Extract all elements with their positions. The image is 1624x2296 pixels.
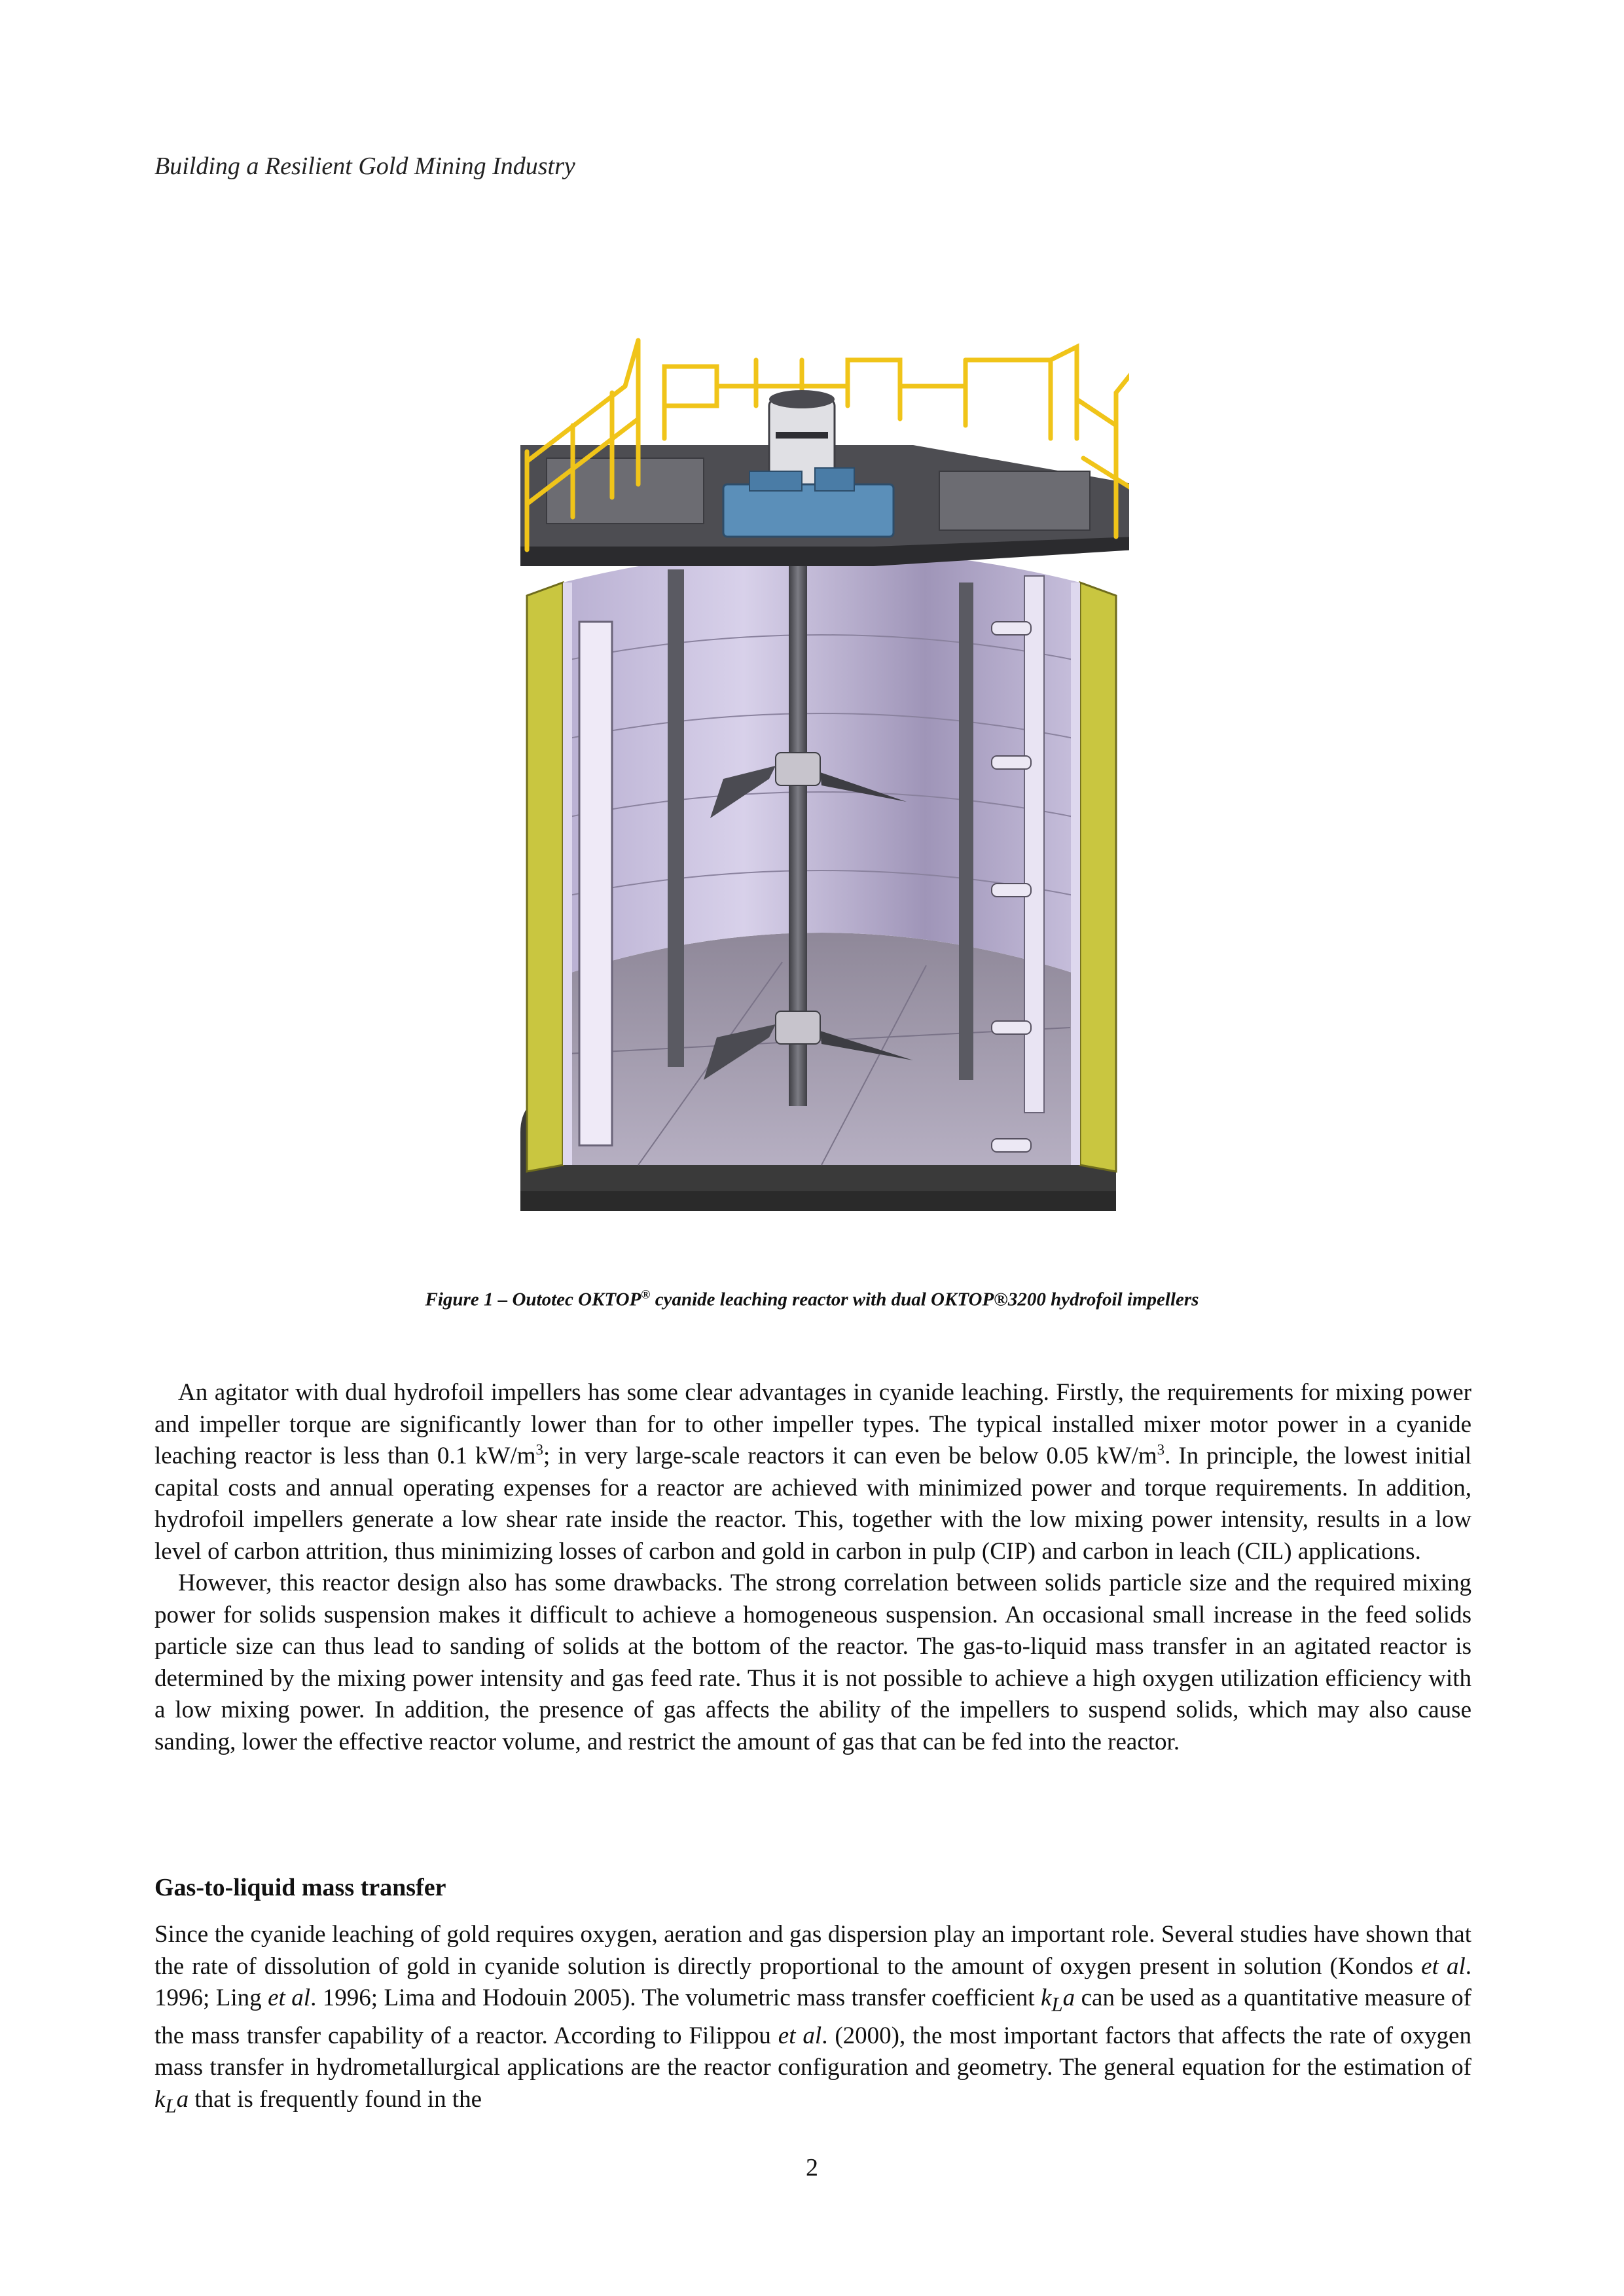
- paragraph-3-part-e: . (2000), the most important factors that affects the rate of oxygen mass transfer in hydrometallurgical applications are the reactor configuration and geometry. The general equation for the estimation of: [154, 2022, 1471, 2081]
- caption-suffix: cyanide leaching reactor with dual OKTOP®3200 hydrofoil impellers: [650, 1289, 1199, 1310]
- paragraph-3: [154, 1919, 1471, 2122]
- body-section-1: [154, 1377, 1471, 1758]
- figure-caption: [0, 1288, 1624, 1311]
- symbol-k: k: [1041, 1984, 1052, 2011]
- figure-reactor: [507, 321, 1129, 1250]
- symbol-k: k: [154, 2085, 166, 2113]
- body-section-2: [154, 1919, 1471, 2122]
- reactor-illustration: [507, 321, 1129, 1250]
- paragraph-1: [154, 1377, 1471, 1568]
- tank-shell-left-edge: [527, 583, 563, 1172]
- section-heading: Gas-to-liquid mass transfer: [154, 1874, 446, 1901]
- superscript-3: 3: [1157, 1441, 1165, 1458]
- symbol-a: a: [1062, 1984, 1075, 2011]
- paragraph-3-part-c: . 1996; Lima and Hodouin 2005). The volumetric mass transfer coefficient: [310, 1984, 1041, 2011]
- superscript-3: 3: [535, 1441, 544, 1458]
- et-al: et al: [778, 2022, 822, 2049]
- et-al: et al: [1421, 1952, 1466, 1980]
- et-al: et al: [268, 1984, 311, 2011]
- paragraph-1-part-a: An agitator with dual hydrofoil impellers has some clear advantages in cyanide leaching. Firstly, the requirements for mixing power and impeller torque are significantly lower than for to other impeller types. The typical installed mixer motor power in a cyanide leaching reactor is less than 0.1 kW/m: [154, 1379, 1471, 1469]
- tank-shell-right-edge: [1080, 583, 1116, 1172]
- page-number: 2: [806, 2154, 818, 2181]
- paragraph-3-part-f: that is frequently found in the: [189, 2085, 482, 2113]
- paragraph-3-part-b: . 1996; Ling: [154, 1952, 1471, 2011]
- caption-registered-mark: ®: [641, 1288, 651, 1302]
- running-header: Building a Resilient Gold Mining Industry: [154, 152, 575, 180]
- symbol-a: a: [176, 2085, 189, 2113]
- symbol-subscript-l: L: [165, 2094, 177, 2117]
- symbol-subscript-l: L: [1051, 1993, 1063, 2016]
- paragraph-1-part-c: . In principle, the lowest initial capital costs and annual operating expenses for a reactor are achieved with minimized power and torque requirements. In addition, hydrofoil impellers generate a low shear rate inside the reactor. This, together with the low mixing power intensity, results in a low level of carbon attrition, thus minimizing losses of carbon and gold in carbon in pulp (CIP) and carbon in leach (CIL) applications.: [154, 1443, 1471, 1565]
- paragraph-2: However, this reactor design also has some drawbacks. The strong correlation between solids particle size and the required mixing power for solids suspension makes it difficult to achieve a homogeneous suspension. An occasional small increase in the feed solids particle size can thus lead to sanding of solids at the bottom of the reactor. The gas-to-liquid mass transfer in an agitated reactor is determined by the mixing power intensity and gas feed rate. Thus it is not possible to achieve a high oxygen utilization efficiency with a low mixing power. In addition, the presence of gas affects the ability of the impellers to suspend solids, which may also cause sanding, lower the effective reactor volume, and restrict the amount of gas that can be fed into the reactor.: [154, 1570, 1471, 1755]
- tank-floor: [563, 933, 1080, 1165]
- caption-prefix: Figure 1 – Outotec OKTOP: [425, 1289, 641, 1310]
- paragraph-3-part-a: Since the cyanide leaching of gold requires oxygen, aeration and gas dispersion play an important role. Several studies have shown that the rate of dissolution of gold in cyanide solution is directly proportional to the amount of oxygen present in solution (Kondos: [154, 1921, 1471, 1980]
- paragraph-3-part-d: can be used as a quantitative measure of the mass transfer capability of a reactor. According to Filippou: [154, 1984, 1471, 2049]
- paragraph-1-part-b: ; in very large-scale reactors it can even be below 0.05 kW/m: [543, 1443, 1157, 1469]
